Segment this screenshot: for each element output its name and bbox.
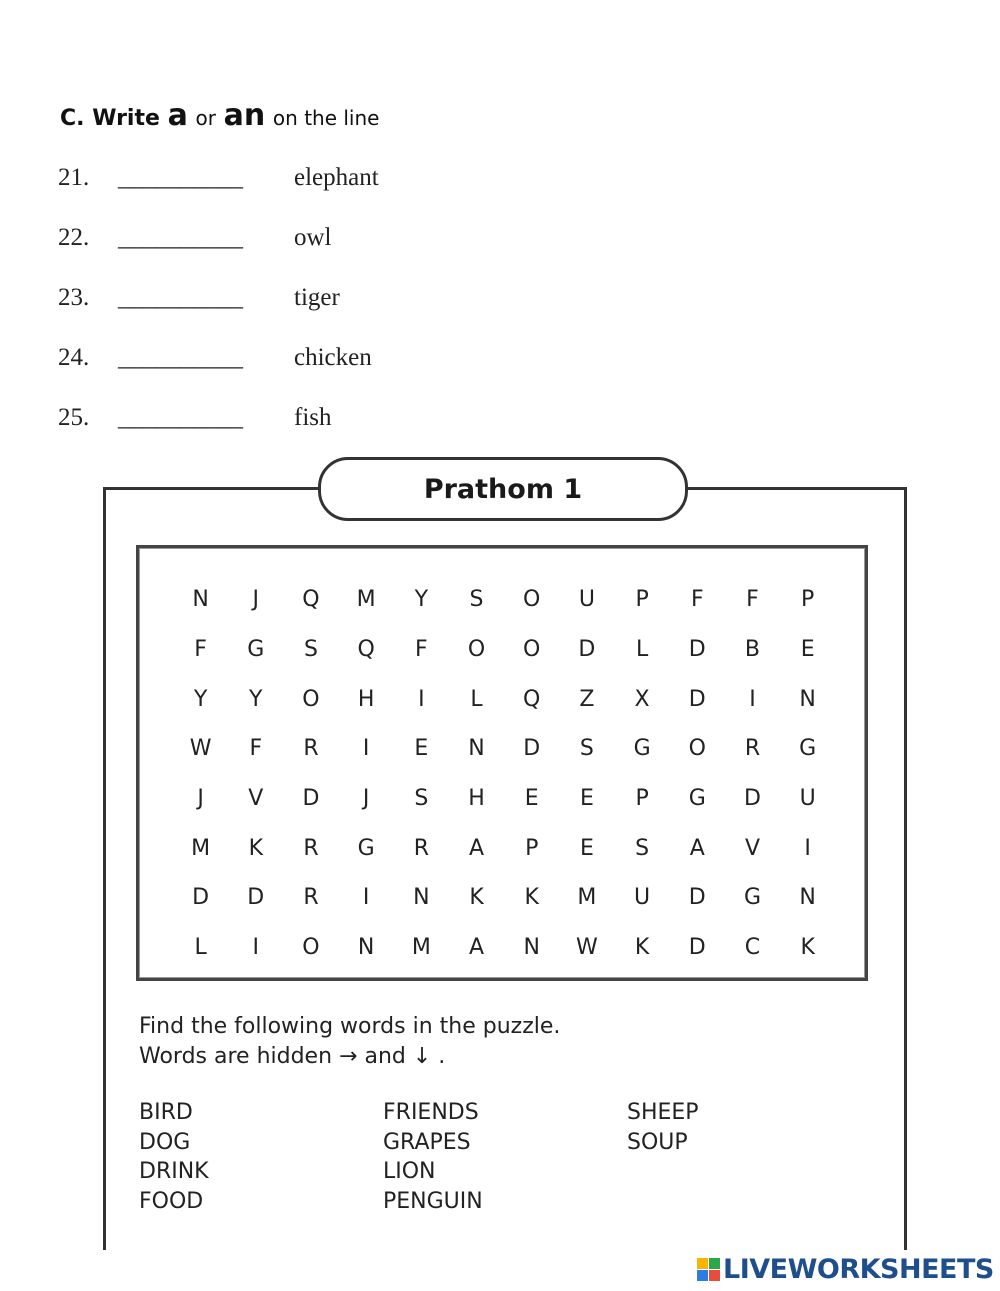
- grid-letter[interactable]: K: [248, 835, 263, 861]
- grid-letter[interactable]: S: [635, 835, 650, 861]
- grid-letter[interactable]: N: [413, 885, 430, 911]
- grid-letter[interactable]: F: [415, 637, 428, 663]
- grid-letter[interactable]: D: [247, 885, 265, 911]
- grid-letter[interactable]: D: [523, 736, 541, 762]
- grid-letter[interactable]: K: [469, 885, 484, 911]
- grid-letter[interactable]: R: [744, 736, 761, 762]
- instruction-line: Words are hidden → and ↓ .: [139, 1044, 446, 1069]
- grid-letter[interactable]: U: [578, 587, 595, 613]
- grid-letter[interactable]: F: [746, 587, 759, 613]
- grid-letter[interactable]: J: [252, 587, 260, 613]
- grid-letter[interactable]: E: [579, 786, 594, 812]
- grid-letter[interactable]: W: [189, 736, 212, 762]
- logo-square: [709, 1258, 720, 1269]
- grid-letter[interactable]: G: [688, 786, 706, 812]
- grid-letter[interactable]: S: [303, 637, 318, 663]
- question-number: 25.: [58, 404, 90, 431]
- section-prefix: C.: [60, 106, 85, 131]
- grid-letter[interactable]: J: [197, 786, 204, 812]
- grid-letter[interactable]: K: [800, 935, 815, 961]
- grid-letter[interactable]: M: [411, 935, 431, 961]
- grid-row: [173, 674, 835, 724]
- section-heading: [60, 98, 379, 133]
- grid-letter[interactable]: O: [302, 935, 320, 961]
- grid-letter[interactable]: L: [194, 935, 207, 961]
- grid-letter[interactable]: H: [468, 786, 485, 812]
- grid-letter[interactable]: I: [804, 835, 811, 861]
- article-a: a: [167, 98, 188, 133]
- grid-letter[interactable]: M: [577, 885, 597, 911]
- grid-letter[interactable]: S: [414, 786, 429, 812]
- grid-letter[interactable]: O: [467, 637, 486, 663]
- grid-letter[interactable]: N: [468, 736, 485, 762]
- answer-blank[interactable]: __________: [118, 164, 243, 191]
- word-list-item: DRINK: [139, 1159, 209, 1184]
- grid-letter[interactable]: D: [192, 885, 210, 911]
- grid-letter[interactable]: M: [356, 587, 376, 613]
- grid-letter[interactable]: D: [688, 935, 706, 961]
- word-list-column: [627, 1098, 699, 1157]
- answer-blank[interactable]: __________: [118, 404, 243, 431]
- grid-letter[interactable]: C: [744, 935, 761, 961]
- grid-letter[interactable]: M: [191, 835, 211, 861]
- logo-square: [697, 1258, 708, 1269]
- grid-letter[interactable]: G: [743, 885, 761, 911]
- grid-letter[interactable]: D: [743, 786, 761, 812]
- word-list-column: [383, 1098, 483, 1216]
- word-list-column: [139, 1098, 209, 1216]
- grid-row: [173, 724, 835, 774]
- grid-letter[interactable]: Z: [579, 686, 595, 712]
- question-number: 21.: [58, 164, 90, 191]
- grid-letter[interactable]: Y: [193, 686, 208, 712]
- grid-letter[interactable]: F: [249, 736, 263, 762]
- grid-letter[interactable]: G: [633, 736, 651, 762]
- answer-blank[interactable]: __________: [118, 344, 243, 371]
- grid-letter[interactable]: G: [799, 736, 817, 762]
- word-list-item: FRIENDS: [383, 1100, 479, 1125]
- grid-letter[interactable]: A: [469, 935, 485, 961]
- grid-letter[interactable]: Y: [249, 686, 263, 712]
- grid-row: [173, 923, 835, 973]
- grid-letter[interactable]: X: [634, 686, 650, 712]
- grid-letter[interactable]: U: [634, 885, 651, 911]
- grid-letter[interactable]: G: [247, 637, 265, 663]
- question-number: 22.: [58, 224, 90, 251]
- grid-letter[interactable]: Q: [523, 686, 541, 712]
- grid-letter[interactable]: N: [523, 935, 540, 961]
- grid-letter[interactable]: Q: [357, 637, 375, 663]
- grid-letter[interactable]: G: [357, 835, 375, 861]
- grid-letter[interactable]: N: [799, 686, 816, 712]
- grid-letter[interactable]: R: [413, 835, 429, 861]
- grid-row: [173, 873, 835, 923]
- grid-letter[interactable]: U: [799, 786, 816, 812]
- grid-letter[interactable]: E: [579, 835, 594, 861]
- grid-letter[interactable]: W: [576, 935, 598, 961]
- grid-row: [173, 774, 835, 824]
- grid-letter[interactable]: D: [688, 686, 706, 712]
- grid-letter[interactable]: H: [357, 686, 375, 712]
- grid-letter[interactable]: N: [192, 587, 209, 613]
- grid-letter[interactable]: P: [525, 835, 539, 861]
- grid-letter[interactable]: I: [362, 736, 370, 762]
- logo-square: [697, 1270, 708, 1281]
- grid-row: [173, 575, 835, 625]
- puzzle-title: Prathom 1: [318, 457, 688, 521]
- grid-letter[interactable]: D: [578, 637, 596, 663]
- word-list-item: LION: [383, 1159, 436, 1184]
- grid-letter[interactable]: A: [689, 835, 705, 861]
- grid-letter[interactable]: R: [303, 736, 319, 762]
- answer-blank[interactable]: __________: [118, 284, 243, 311]
- question-word: fish: [294, 404, 332, 431]
- grid-letter[interactable]: I: [362, 885, 370, 911]
- word-list-item: SOUP: [627, 1129, 688, 1155]
- grid-letter[interactable]: P: [801, 587, 815, 613]
- word-search-grid: [173, 575, 835, 973]
- word-list-item: DOG: [139, 1129, 191, 1155]
- grid-letter[interactable]: L: [635, 637, 649, 663]
- grid-letter[interactable]: B: [744, 637, 761, 663]
- grid-letter[interactable]: P: [635, 786, 649, 812]
- grid-letter[interactable]: O: [523, 587, 541, 613]
- question-word: elephant: [294, 164, 379, 191]
- word-list-item: GRAPES: [383, 1129, 471, 1155]
- word-list-item: BIRD: [139, 1100, 193, 1125]
- grid-letter[interactable]: F: [690, 587, 704, 613]
- question-number: 23.: [58, 284, 90, 311]
- grid-letter[interactable]: N: [357, 935, 375, 961]
- answer-blank[interactable]: __________: [118, 224, 243, 251]
- grid-letter[interactable]: R: [303, 835, 319, 861]
- word-list-item: SHEEP: [627, 1100, 699, 1125]
- section-or: or: [195, 106, 216, 130]
- article-an: an: [223, 98, 266, 133]
- grid-letter[interactable]: P: [635, 587, 649, 613]
- liveworksheets-logo[interactable]: [697, 1254, 994, 1285]
- grid-letter[interactable]: Q: [302, 587, 320, 613]
- grid-letter[interactable]: A: [469, 835, 485, 861]
- logo-text: LIVEWORKSHEETS: [723, 1254, 994, 1285]
- grid-letter[interactable]: O: [688, 736, 706, 762]
- grid-letter[interactable]: E: [800, 637, 815, 663]
- grid-row: [173, 823, 835, 873]
- grid-letter[interactable]: K: [634, 935, 650, 961]
- logo-mark-icon: [697, 1258, 720, 1281]
- grid-letter[interactable]: N: [799, 885, 816, 911]
- grid-letter[interactable]: V: [744, 835, 760, 861]
- grid-letter[interactable]: D: [688, 637, 706, 663]
- grid-letter[interactable]: I: [252, 935, 260, 961]
- grid-letter[interactable]: V: [248, 786, 264, 812]
- grid-row: [173, 625, 835, 675]
- grid-letter[interactable]: E: [414, 736, 429, 762]
- grid-letter[interactable]: O: [523, 637, 541, 663]
- grid-letter[interactable]: K: [524, 885, 539, 911]
- grid-letter[interactable]: O: [302, 686, 320, 712]
- puzzle-instructions: [139, 1012, 560, 1072]
- question-number: 24.: [58, 344, 90, 371]
- grid-letter[interactable]: E: [524, 786, 539, 812]
- grid-letter[interactable]: S: [579, 736, 594, 762]
- section-suffix: on the line: [272, 106, 380, 130]
- logo-square: [709, 1270, 720, 1281]
- grid-letter[interactable]: S: [469, 587, 484, 613]
- section-write: Write: [92, 106, 160, 131]
- grid-letter[interactable]: I: [418, 686, 425, 712]
- grid-letter[interactable]: J: [362, 786, 370, 812]
- grid-letter[interactable]: D: [302, 786, 320, 812]
- grid-letter[interactable]: F: [194, 637, 207, 663]
- question-word: tiger: [294, 284, 340, 311]
- question-word: chicken: [294, 344, 372, 371]
- grid-letter[interactable]: R: [303, 885, 319, 911]
- grid-letter[interactable]: D: [688, 885, 706, 911]
- question-word: owl: [294, 224, 332, 251]
- grid-letter[interactable]: Y: [414, 587, 429, 613]
- instruction-line: Find the following words in the puzzle.: [139, 1014, 561, 1039]
- word-list-item: PENGUIN: [383, 1188, 483, 1214]
- word-list-item: FOOD: [139, 1188, 204, 1214]
- grid-letter[interactable]: I: [749, 686, 756, 712]
- grid-letter[interactable]: L: [470, 686, 483, 712]
